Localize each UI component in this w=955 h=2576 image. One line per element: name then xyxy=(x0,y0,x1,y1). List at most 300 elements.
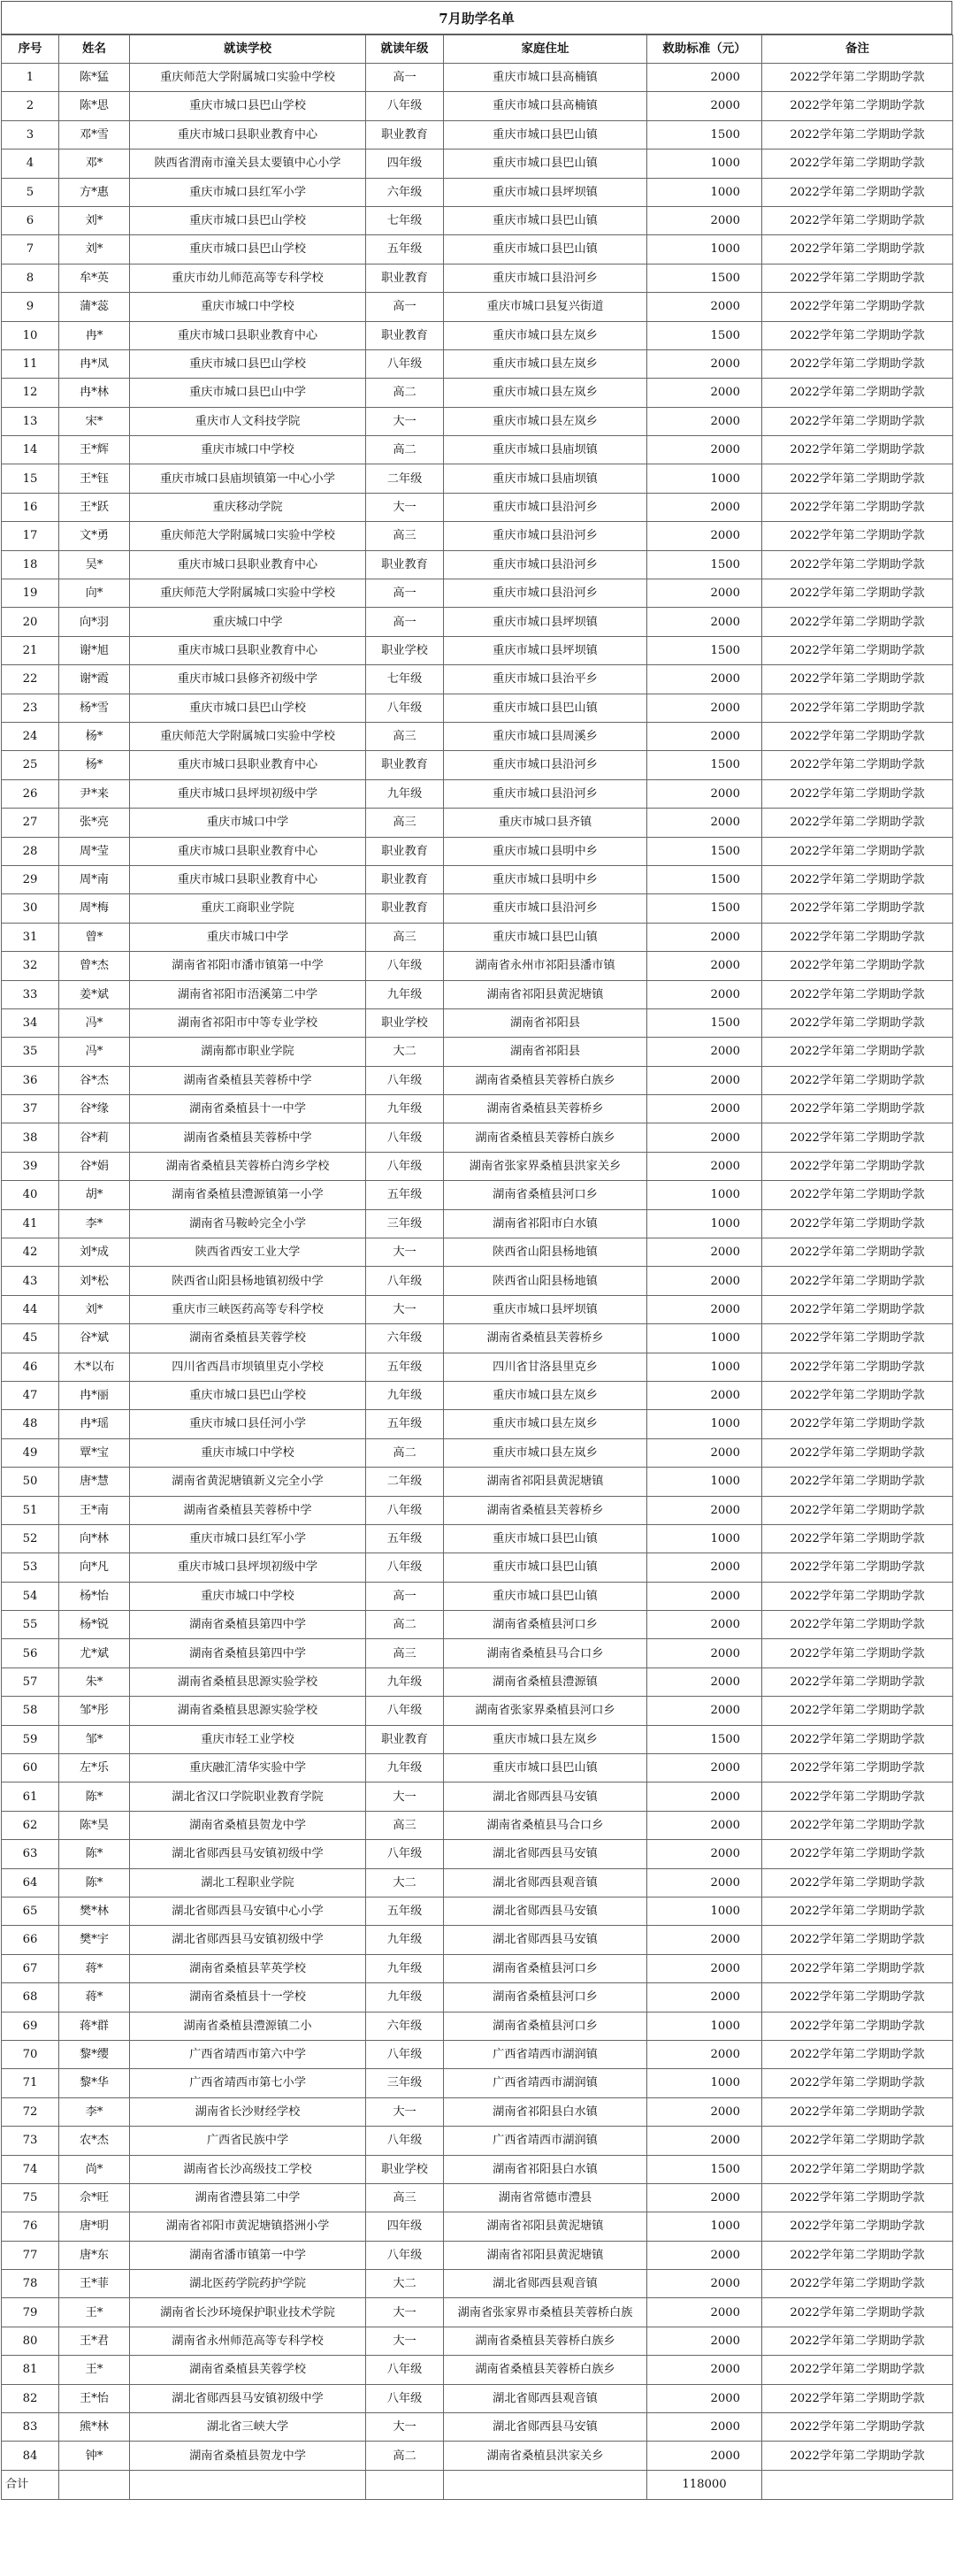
row-index: 83 xyxy=(2,2413,59,2442)
school-name: 重庆市轻工业学校 xyxy=(130,1725,366,1753)
student-name: 陈*思 xyxy=(59,92,130,120)
row-index: 13 xyxy=(2,407,59,435)
home-address: 湖北省郧西县马安镇 xyxy=(444,1782,647,1811)
row-index: 31 xyxy=(2,923,59,951)
table-row xyxy=(2,779,953,808)
school-name: 重庆市城口县职业教育中心 xyxy=(130,837,366,865)
student-name: 向*林 xyxy=(59,1524,130,1552)
school-name: 湖南省祁阳市黄泥塘镇搭洲小学 xyxy=(130,2212,366,2241)
table-body xyxy=(2,64,953,2471)
remark: 2022学年第二学期助学款 xyxy=(762,2040,953,2068)
row-index: 57 xyxy=(2,1668,59,1696)
remark: 2022学年第二学期助学款 xyxy=(762,1295,953,1323)
remark: 2022学年第二学期助学款 xyxy=(762,1840,953,1868)
student-name: 向*羽 xyxy=(59,608,130,636)
school-name: 湖南省桑植县第四中学 xyxy=(130,1611,366,1639)
grade: 八年级 xyxy=(366,349,444,378)
home-address: 广西省靖西市湖润镇 xyxy=(444,2127,647,2155)
home-address: 湖南省桑植县河口乡 xyxy=(444,1181,647,1209)
table-row xyxy=(2,865,953,893)
table-row xyxy=(2,235,953,264)
student-name: 王*菲 xyxy=(59,2270,130,2298)
remark: 2022学年第二学期助学款 xyxy=(762,1181,953,1209)
total-empty-cell xyxy=(762,2470,953,2499)
aid-amount: 2000 xyxy=(647,809,762,837)
table-row xyxy=(2,2155,953,2183)
school-name: 湖南省桑植县贺龙中学 xyxy=(130,2442,366,2470)
grade: 高一 xyxy=(366,579,444,608)
table-row xyxy=(2,1324,953,1353)
row-index: 81 xyxy=(2,2356,59,2384)
school-name: 湖北省郧西县马安镇初级中学 xyxy=(130,2384,366,2412)
aid-amount: 1500 xyxy=(647,1008,762,1037)
grade: 高二 xyxy=(366,1438,444,1467)
school-name: 重庆市人文科技学院 xyxy=(130,407,366,435)
home-address: 湖北省郧西县马安镇 xyxy=(444,1840,647,1868)
aid-amount: 2000 xyxy=(647,379,762,407)
row-index: 1 xyxy=(2,64,59,92)
home-address: 湖南省常德市澧县 xyxy=(444,2183,647,2212)
home-address: 湖北省郧西县观音镇 xyxy=(444,1868,647,1897)
remark: 2022学年第二学期助学款 xyxy=(762,1496,953,1524)
aid-amount: 2000 xyxy=(647,2442,762,2470)
aid-amount: 1000 xyxy=(647,1898,762,1926)
grade: 五年级 xyxy=(366,1898,444,1926)
table-row xyxy=(2,1095,953,1123)
school-name: 湖南省潘市镇第一中学 xyxy=(130,2241,366,2269)
grade: 八年级 xyxy=(366,1697,444,1725)
school-name: 湖北省三峡大学 xyxy=(130,2413,366,2442)
remark: 2022学年第二学期助学款 xyxy=(762,665,953,694)
grade: 八年级 xyxy=(366,1123,444,1152)
remark: 2022学年第二学期助学款 xyxy=(762,1324,953,1353)
school-name: 重庆师范大学附属城口实验中学校 xyxy=(130,64,366,92)
col-header-school: 就读学校 xyxy=(130,35,366,64)
home-address: 陕西省山阳县杨地镇 xyxy=(444,1267,647,1295)
aid-amount: 1000 xyxy=(647,2069,762,2097)
student-name: 冉* xyxy=(59,321,130,349)
remark: 2022学年第二学期助学款 xyxy=(762,293,953,321)
table-row xyxy=(2,1238,953,1267)
table-row xyxy=(2,178,953,206)
aid-amount: 2000 xyxy=(647,2183,762,2212)
home-address: 湖南省张家界市桑植县芙蓉桥白族 xyxy=(444,2298,647,2327)
school-name: 重庆市城口县巴山学校 xyxy=(130,694,366,722)
grade: 职业教育 xyxy=(366,837,444,865)
school-name: 广西省靖西市第六中学 xyxy=(130,2040,366,2068)
home-address: 湖北省郧西县马安镇 xyxy=(444,1898,647,1926)
grade: 八年级 xyxy=(366,2040,444,2068)
school-name: 重庆市城口县巴山学校 xyxy=(130,206,366,234)
student-name: 蒋*群 xyxy=(59,2012,130,2040)
aid-amount: 1000 xyxy=(647,1468,762,1496)
table-row xyxy=(2,2069,953,2097)
home-address: 重庆市城口县左岚乡 xyxy=(444,1381,647,1409)
remark: 2022学年第二学期助学款 xyxy=(762,2270,953,2298)
aid-amount: 1000 xyxy=(647,1209,762,1238)
home-address: 四川省甘洛县里克乡 xyxy=(444,1353,647,1381)
aid-amount: 1500 xyxy=(647,865,762,893)
remark: 2022学年第二学期助学款 xyxy=(762,1582,953,1610)
home-address: 重庆市城口县左岚乡 xyxy=(444,349,647,378)
aid-amount: 1000 xyxy=(647,150,762,178)
aid-amount: 1500 xyxy=(647,2155,762,2183)
school-name: 重庆市城口中学校 xyxy=(130,436,366,464)
grade: 高二 xyxy=(366,436,444,464)
grade: 九年级 xyxy=(366,1954,444,1982)
table-row xyxy=(2,2298,953,2327)
aid-amount: 2000 xyxy=(647,952,762,980)
student-name: 黎*华 xyxy=(59,2069,130,2097)
total-empty-cell xyxy=(59,2470,130,2499)
remark: 2022学年第二学期助学款 xyxy=(762,2212,953,2241)
home-address: 重庆市城口县巴山镇 xyxy=(444,923,647,951)
table-row xyxy=(2,1611,953,1639)
student-name: 农*杰 xyxy=(59,2127,130,2155)
remark: 2022学年第二学期助学款 xyxy=(762,1524,953,1552)
table-row xyxy=(2,64,953,92)
home-address: 重庆市城口县巴山镇 xyxy=(444,1524,647,1552)
home-address: 湖南省桑植县澧源镇 xyxy=(444,1668,647,1696)
table-header xyxy=(2,35,953,64)
school-name: 重庆市城口县巴山学校 xyxy=(130,92,366,120)
row-index: 41 xyxy=(2,1209,59,1238)
aid-amount: 1000 xyxy=(647,1524,762,1552)
aid-amount: 2000 xyxy=(647,2327,762,2355)
student-name: 邹*彤 xyxy=(59,1697,130,1725)
student-name: 向*凡 xyxy=(59,1553,130,1582)
row-index: 75 xyxy=(2,2183,59,2212)
home-address: 重庆市城口县齐镇 xyxy=(444,809,647,837)
table-row xyxy=(2,665,953,694)
table-row xyxy=(2,1926,953,1954)
grade: 大一 xyxy=(366,2327,444,2355)
school-name: 重庆市城口中学校 xyxy=(130,293,366,321)
row-index: 19 xyxy=(2,579,59,608)
home-address: 重庆市城口县巴山镇 xyxy=(444,1582,647,1610)
remark: 2022学年第二学期助学款 xyxy=(762,1926,953,1954)
grade: 高二 xyxy=(366,1611,444,1639)
aid-amount: 2000 xyxy=(647,2040,762,2068)
table-row xyxy=(2,1639,953,1668)
table-row xyxy=(2,1152,953,1180)
remark: 2022学年第二学期助学款 xyxy=(762,980,953,1008)
remark: 2022学年第二学期助学款 xyxy=(762,1468,953,1496)
home-address: 湖南省桑植县芙蓉桥白族乡 xyxy=(444,2356,647,2384)
aid-amount: 2000 xyxy=(647,92,762,120)
row-index: 5 xyxy=(2,178,59,206)
grade: 高二 xyxy=(366,2442,444,2470)
school-name: 重庆市城口县职业教育中心 xyxy=(130,636,366,664)
remark: 2022学年第二学期助学款 xyxy=(762,1697,953,1725)
table-row xyxy=(2,2384,953,2412)
aid-amount: 2000 xyxy=(647,1926,762,1954)
row-index: 52 xyxy=(2,1524,59,1552)
student-name: 向* xyxy=(59,579,130,608)
row-index: 38 xyxy=(2,1123,59,1152)
row-index: 20 xyxy=(2,608,59,636)
table-row xyxy=(2,1954,953,1982)
aid-amount: 2000 xyxy=(647,407,762,435)
remark: 2022学年第二学期助学款 xyxy=(762,894,953,923)
table-row xyxy=(2,436,953,464)
remark: 2022学年第二学期助学款 xyxy=(762,751,953,779)
student-name: 冉*丽 xyxy=(59,1381,130,1409)
table-row xyxy=(2,1209,953,1238)
aid-amount: 2000 xyxy=(647,1238,762,1267)
school-name: 湖南省桑植县澧源镇二小 xyxy=(130,2012,366,2040)
table-row xyxy=(2,1008,953,1037)
table-row xyxy=(2,1582,953,1610)
aid-amount: 2000 xyxy=(647,436,762,464)
school-name: 湖北省郧西县马安镇初级中学 xyxy=(130,1926,366,1954)
row-index: 74 xyxy=(2,2155,59,2183)
grade: 五年级 xyxy=(366,1524,444,1552)
remark: 2022学年第二学期助学款 xyxy=(762,1668,953,1696)
student-name: 方*惠 xyxy=(59,178,130,206)
row-index: 3 xyxy=(2,120,59,149)
student-name: 尚* xyxy=(59,2155,130,2183)
remark: 2022学年第二学期助学款 xyxy=(762,235,953,264)
school-name: 湖北工程职业学院 xyxy=(130,1868,366,1897)
home-address: 湖南省祁阳县黄泥塘镇 xyxy=(444,980,647,1008)
row-index: 54 xyxy=(2,1582,59,1610)
aid-amount: 2000 xyxy=(647,1611,762,1639)
aid-amount: 1500 xyxy=(647,636,762,664)
student-name: 王*怡 xyxy=(59,2384,130,2412)
grade: 高一 xyxy=(366,1582,444,1610)
aid-amount: 2000 xyxy=(647,1639,762,1668)
table-row xyxy=(2,722,953,750)
home-address: 重庆市城口县坪坝镇 xyxy=(444,178,647,206)
student-name: 熊*林 xyxy=(59,2413,130,2442)
student-name: 吴* xyxy=(59,550,130,579)
aid-amount: 2000 xyxy=(647,1840,762,1868)
student-name: 刘*成 xyxy=(59,1238,130,1267)
student-name: 宋* xyxy=(59,407,130,435)
remark: 2022学年第二学期助学款 xyxy=(762,1868,953,1897)
row-index: 26 xyxy=(2,779,59,808)
aid-amount: 2000 xyxy=(647,1381,762,1409)
remark: 2022学年第二学期助学款 xyxy=(762,1438,953,1467)
school-name: 重庆市城口县修齐初级中学 xyxy=(130,665,366,694)
grade: 五年级 xyxy=(366,1353,444,1381)
student-name: 姜*斌 xyxy=(59,980,130,1008)
school-name: 湖北省郧西县马安镇初级中学 xyxy=(130,1840,366,1868)
school-name: 重庆移动学院 xyxy=(130,493,366,521)
aid-amount: 1500 xyxy=(647,264,762,292)
student-name: 唐*明 xyxy=(59,2212,130,2241)
row-index: 12 xyxy=(2,379,59,407)
home-address: 湖南省桑植县芙蓉桥白族乡 xyxy=(444,2327,647,2355)
school-name: 重庆市城口县职业教育中心 xyxy=(130,120,366,149)
student-name: 陈*昊 xyxy=(59,1811,130,1839)
table-row xyxy=(2,1898,953,1926)
remark: 2022学年第二学期助学款 xyxy=(762,436,953,464)
table-row xyxy=(2,1983,953,2012)
grade: 职业教育 xyxy=(366,894,444,923)
aid-amount: 1000 xyxy=(647,1353,762,1381)
table-row xyxy=(2,1697,953,1725)
aid-amount: 2000 xyxy=(647,722,762,750)
school-name: 重庆市城口县职业教育中心 xyxy=(130,550,366,579)
aid-amount: 2000 xyxy=(647,2241,762,2269)
row-index: 4 xyxy=(2,150,59,178)
row-index: 2 xyxy=(2,92,59,120)
remark: 2022学年第二学期助学款 xyxy=(762,522,953,550)
remark: 2022学年第二学期助学款 xyxy=(762,264,953,292)
school-name: 湖南省桑植县思源实验学校 xyxy=(130,1668,366,1696)
total-amount: 118000 xyxy=(647,2470,762,2499)
table-row xyxy=(2,1754,953,1782)
row-index: 11 xyxy=(2,349,59,378)
grade: 职业教育 xyxy=(366,865,444,893)
remark: 2022学年第二学期助学款 xyxy=(762,1152,953,1180)
home-address: 陕西省山阳县杨地镇 xyxy=(444,1238,647,1267)
remark: 2022学年第二学期助学款 xyxy=(762,1639,953,1668)
row-index: 48 xyxy=(2,1410,59,1438)
remark: 2022学年第二学期助学款 xyxy=(762,1238,953,1267)
home-address: 重庆市城口县周溪乡 xyxy=(444,722,647,750)
remark: 2022学年第二学期助学款 xyxy=(762,1095,953,1123)
row-index: 49 xyxy=(2,1438,59,1467)
table-row xyxy=(2,407,953,435)
table-row xyxy=(2,1468,953,1496)
grade: 大一 xyxy=(366,2298,444,2327)
remark: 2022学年第二学期助学款 xyxy=(762,178,953,206)
remark: 2022学年第二学期助学款 xyxy=(762,1725,953,1753)
home-address: 重庆市城口县坪坝镇 xyxy=(444,636,647,664)
table-row xyxy=(2,837,953,865)
home-address: 湖北省郧西县观音镇 xyxy=(444,2270,647,2298)
remark: 2022学年第二学期助学款 xyxy=(762,608,953,636)
grade: 六年级 xyxy=(366,1324,444,1353)
home-address: 重庆市城口县巴山镇 xyxy=(444,235,647,264)
school-name: 重庆融汇清华实验中学 xyxy=(130,1754,366,1782)
table-row xyxy=(2,2327,953,2355)
grade: 高一 xyxy=(366,608,444,636)
home-address: 湖南省桑植县芙蓉桥乡 xyxy=(444,1324,647,1353)
home-address: 重庆市城口县左岚乡 xyxy=(444,321,647,349)
home-address: 重庆市城口县巴山镇 xyxy=(444,1754,647,1782)
row-index: 68 xyxy=(2,1983,59,2012)
table-row xyxy=(2,150,953,178)
remark: 2022学年第二学期助学款 xyxy=(762,64,953,92)
grade: 六年级 xyxy=(366,178,444,206)
school-name: 重庆市城口县巴山学校 xyxy=(130,235,366,264)
table-row xyxy=(2,608,953,636)
school-name: 湖南省桑植县第四中学 xyxy=(130,1639,366,1668)
home-address: 重庆市城口县沿河乡 xyxy=(444,493,647,521)
home-address: 重庆市城口县沿河乡 xyxy=(444,751,647,779)
remark: 2022学年第二学期助学款 xyxy=(762,2155,953,2183)
table-row xyxy=(2,1267,953,1295)
remark: 2022学年第二学期助学款 xyxy=(762,1381,953,1409)
row-index: 30 xyxy=(2,894,59,923)
school-name: 广西省靖西市第七小学 xyxy=(130,2069,366,2097)
school-name: 陕西省山阳县杨地镇初级中学 xyxy=(130,1267,366,1295)
aid-amount: 2000 xyxy=(647,293,762,321)
aid-amount: 2000 xyxy=(647,1868,762,1897)
student-name: 杨*锐 xyxy=(59,1611,130,1639)
table-footer xyxy=(2,2470,953,2499)
remark: 2022学年第二学期助学款 xyxy=(762,694,953,722)
row-index: 51 xyxy=(2,1496,59,1524)
table-row xyxy=(2,293,953,321)
aid-amount: 2000 xyxy=(647,2384,762,2412)
home-address: 湖南省张家界桑植县河口乡 xyxy=(444,1697,647,1725)
student-name: 王*南 xyxy=(59,1496,130,1524)
home-address: 湖南省祁阳市白水镇 xyxy=(444,1209,647,1238)
student-name: 樊*林 xyxy=(59,1898,130,1926)
row-index: 33 xyxy=(2,980,59,1008)
table-row xyxy=(2,464,953,493)
aid-amount: 2000 xyxy=(647,980,762,1008)
remark: 2022学年第二学期助学款 xyxy=(762,1983,953,2012)
student-name: 王*君 xyxy=(59,2327,130,2355)
grade: 职业教育 xyxy=(366,264,444,292)
row-index: 35 xyxy=(2,1038,59,1066)
table-row xyxy=(2,923,953,951)
grade: 大一 xyxy=(366,1782,444,1811)
school-name: 湖南省长沙环境保护职业技术学院 xyxy=(130,2298,366,2327)
grade: 九年级 xyxy=(366,1754,444,1782)
row-index: 34 xyxy=(2,1008,59,1037)
row-index: 36 xyxy=(2,1066,59,1094)
remark: 2022学年第二学期助学款 xyxy=(762,636,953,664)
table-row xyxy=(2,2241,953,2269)
remark: 2022学年第二学期助学款 xyxy=(762,464,953,493)
home-address: 湖南省桑植县河口乡 xyxy=(444,1611,647,1639)
student-name: 黎*缨 xyxy=(59,2040,130,2068)
grade: 七年级 xyxy=(366,665,444,694)
aid-amount: 2000 xyxy=(647,1811,762,1839)
row-index: 29 xyxy=(2,865,59,893)
row-index: 62 xyxy=(2,1811,59,1839)
home-address: 湖南省祁阳县白水镇 xyxy=(444,2097,647,2126)
remark: 2022学年第二学期助学款 xyxy=(762,1353,953,1381)
remark: 2022学年第二学期助学款 xyxy=(762,92,953,120)
remark: 2022学年第二学期助学款 xyxy=(762,779,953,808)
school-name: 湖南省桑植县思源实验学校 xyxy=(130,1697,366,1725)
school-name: 湖南省黄泥塘镇新义完全小学 xyxy=(130,1468,366,1496)
row-index: 60 xyxy=(2,1754,59,1782)
aid-amount: 2000 xyxy=(647,493,762,521)
remark: 2022学年第二学期助学款 xyxy=(762,2127,953,2155)
home-address: 湖南省祁阳县黄泥塘镇 xyxy=(444,1468,647,1496)
home-address: 重庆市城口县复兴街道 xyxy=(444,293,647,321)
school-name: 湖南省祁阳市浯溪第二中学 xyxy=(130,980,366,1008)
remark: 2022学年第二学期助学款 xyxy=(762,1611,953,1639)
aid-amount: 1000 xyxy=(647,1324,762,1353)
table-row xyxy=(2,2127,953,2155)
remark: 2022学年第二学期助学款 xyxy=(762,1008,953,1037)
grade: 八年级 xyxy=(366,92,444,120)
grade: 三年级 xyxy=(366,1209,444,1238)
table-row xyxy=(2,952,953,980)
student-name: 钟* xyxy=(59,2442,130,2470)
remark: 2022学年第二学期助学款 xyxy=(762,379,953,407)
aid-amount: 1000 xyxy=(647,2212,762,2241)
remark: 2022学年第二学期助学款 xyxy=(762,1754,953,1782)
remark: 2022学年第二学期助学款 xyxy=(762,952,953,980)
home-address: 重庆市城口县沿河乡 xyxy=(444,894,647,923)
remark: 2022学年第二学期助学款 xyxy=(762,2442,953,2470)
row-index: 32 xyxy=(2,952,59,980)
table-row xyxy=(2,1181,953,1209)
student-name: 周*莹 xyxy=(59,837,130,865)
table-row xyxy=(2,1353,953,1381)
